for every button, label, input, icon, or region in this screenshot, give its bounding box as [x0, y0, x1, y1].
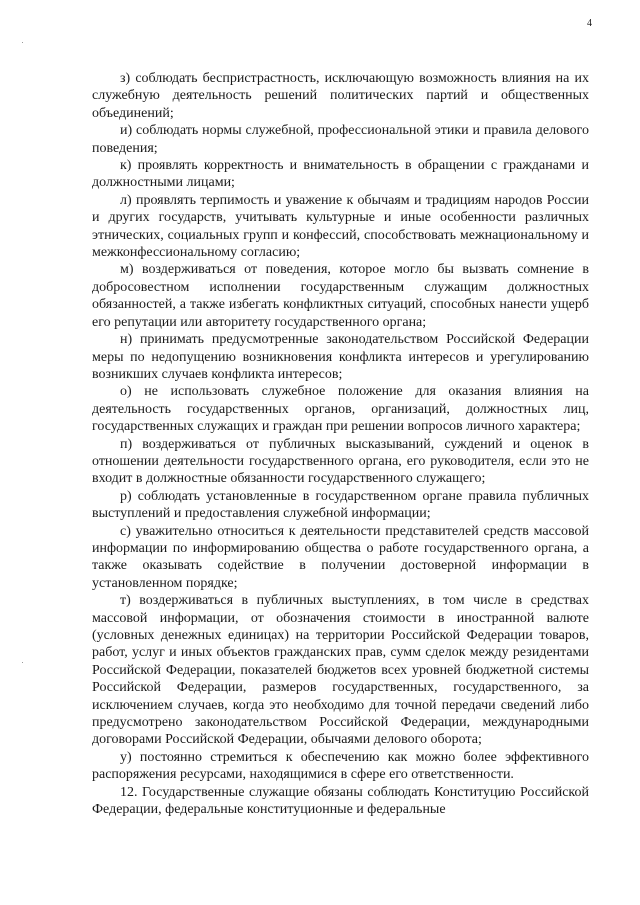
paragraph-t: т) воздерживаться в публичных выступлениях, в том числе в средствах массовой информации, от обозначения стоимости в иностранной валюте (условных денежных единицах) на территории Российской Федерации товаров, работ, услуг и иных объектов гражданских прав, сумм сделок между резидентами Российской Федерации, показателей бюджетов всех уровней бюджетной системы Российской Федерации, размеров государственных, государственного, за исключением случаев, когда это необходимо для точной передачи сведений либо предусмотрено законодательством Российской Федерации, международными договорами Российской Федерации, обычаями делового оборота; [92, 593, 589, 748]
paragraph-s: с) уважительно относиться к деятельности представителей средств массовой информации по информированию общества о работе государственного органа, а также оказывать содействие в получении достоверной информации в установленном порядке; [92, 523, 589, 591]
paragraph-n: н) принимать предусмотренные законодательством Российской Федерации меры по недопущению возникновения конфликта интересов и урегулированию возникших случаев конфликта интересов; [92, 332, 589, 382]
document-body [92, 70, 589, 818]
page-number: 4 [587, 18, 592, 29]
paragraph-u: у) постоянно стремиться к обеспечению как можно более эффективного распоряжения ресурсами, находящимися в сфере его ответственности. [92, 749, 589, 783]
paragraph-o: о) не использовать служебное положение для оказания влияния на деятельность государственных органов, организаций, должностных лиц, государственных служащих и граждан при решении вопросов личного характера; [92, 384, 589, 435]
paragraph-m: м) воздерживаться от поведения, которое могло бы вызвать сомнение в добросовестном исполнении государственным служащим должностных обязанностей, а также избегать конфликтных ситуаций, способных нанести ущерб его репутации или авторитету государственного органа; [92, 262, 589, 330]
paragraph-k: к) проявлять корректность и внимательность в обращении с гражданами и должностными лицами; [92, 158, 589, 191]
paragraph-12: 12. Государственные служащие обязаны соблюдать Конституцию Российской Федерации, федеральные конституционные и федеральные [92, 784, 589, 818]
paragraph-r: р) соблюдать установленные в государственном органе правила публичных выступлений и предоставления служебной информации; [92, 488, 589, 522]
margin-mark [22, 662, 23, 663]
paragraph-p: п) воздерживаться от публичных высказываний, суждений и оценок в отношении деятельности государственного органа, его руководителя, если это не входит в должностные обязанности государственного служащего; [92, 436, 589, 487]
paragraph-z: з) соблюдать беспристрастность, исключающую возможность влияния на их служебную деятельность решений политических партий и общественных объединений; [92, 71, 589, 121]
paragraph-l: л) проявлять терпимость и уважение к обычаям и традициям народов России и других государств, учитывать культурные и иные особенности различных этнических, социальных групп и конфессий, способствовать межнациональному и межконфессиональному согласию; [92, 192, 589, 261]
paragraph-i: и) соблюдать нормы служебной, профессиональной этики и правила делового поведения; [92, 123, 589, 156]
margin-mark [22, 42, 23, 43]
